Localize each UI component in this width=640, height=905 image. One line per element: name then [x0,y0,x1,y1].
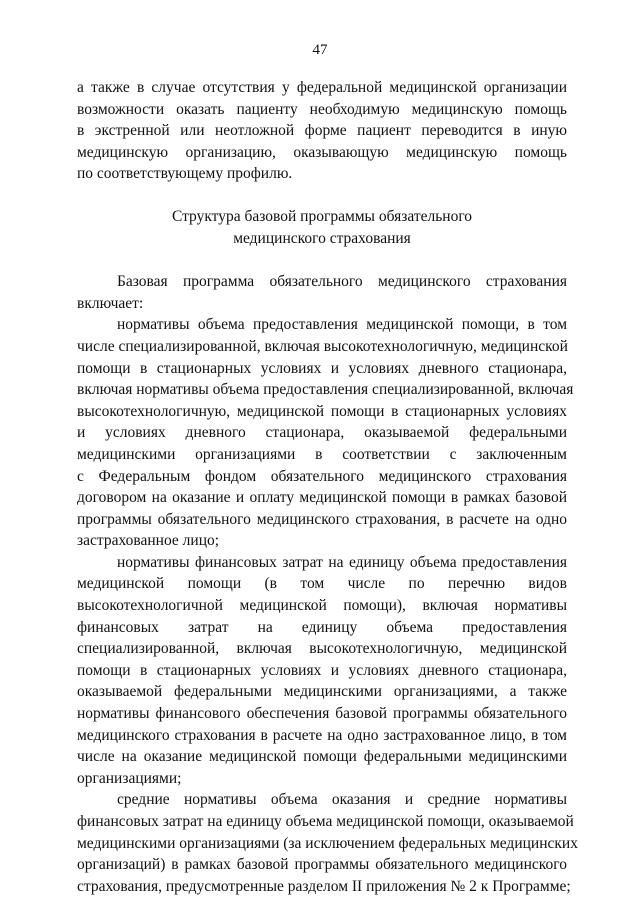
text-line: медицинского страхования в расчете на одно застрахованное лицо, в том [77,726,567,744]
text-line: включая нормативы объема предоставления специализированной, включая [77,381,574,399]
text-line: оказываемой федеральными медицинскими организациями, а также [77,683,567,701]
text-line: медицинскими организациями в соответствии с заключенным [77,445,567,463]
text-line: медицинской помощи (в том числе по перечню видов [77,575,567,593]
text-line: с Федеральным фондом обязательного медицинского страхования [77,467,567,485]
page-number: 47 [312,42,328,58]
text-line: финансовых затрат на единицу объема предоставления [77,618,567,636]
paragraph-cost-norms [77,552,567,790]
intro-paragraph [77,77,567,185]
text-line: нормативы объема предоставления медицинской помощи, в том [117,316,567,334]
text-line: высокотехнологичную, медицинской помощи в стационарных условиях [77,402,567,420]
text-line: по соответствующему профилю. [77,165,293,183]
text-line: а также в случае отсутствия у федеральной медицинской организации [77,79,567,96]
text-line: специализированной, включая высокотехнологичную, медицинской [77,640,567,658]
paragraph-includes [77,271,567,314]
text-line: организациями; [77,769,182,787]
text-line: договором на оказание и оплату медицинской помощи в рамках базовой [77,489,567,507]
text-line: и условиях дневного стационара, оказываемой федеральными [77,424,567,442]
text-line: включает: [77,294,144,312]
heading-line: медицинского страхования [233,229,411,247]
text-line: нормативы финансовых затрат на единицу объема предоставления [117,553,567,571]
text-line: числе на оказание медицинской помощи федеральными медицинскими [77,748,567,766]
text-line: застрахованное лицо; [77,532,220,550]
text-line: медицинскую организацию, оказывающую медицинскую помощь [77,143,567,161]
text-line: помощи в стационарных условиях и условиях дневного стационара, [77,661,567,679]
text-line: числе специализированной, включая высокотехнологичную, медицинской [77,337,568,355]
text-line: программы обязательного медицинского страхования, в расчете на одно [77,510,567,528]
text-line: организаций) в рамках базовой программы обязательного медицинского [77,856,567,874]
text-line: средние нормативы объема оказания и средние нормативы [117,791,567,809]
text-line: финансовых затрат на единицу объема медицинской помощи, оказываемой [77,813,574,830]
text-line: высокотехнологичной медицинской помощи), включая нормативы [77,597,567,615]
text-line: страхования, предусмотренные разделом II приложения № 2 к Программе; [77,877,571,895]
paragraph-average-norms [77,789,578,897]
text-line: в экстренной или неотложной форме пациент переводится в иную [77,122,567,140]
text-line: помощи в стационарных условиях и условиях дневного стационара, [77,359,567,377]
text-line: нормативы финансового обеспечения базовой программы обязательного [77,705,567,723]
text-line: Базовая программа обязательного медицинского страхования [117,273,567,291]
paragraph-volume-norms [77,314,574,552]
section-heading [77,206,567,249]
text-line: медицинскими организациями (за исключением федеральных медицинских [77,834,578,852]
heading-line: Структура базовой программы обязательного [171,207,473,225]
text-line: возможности оказать пациенту необходимую медицинскую помощь [77,100,567,118]
document-body [77,77,578,897]
